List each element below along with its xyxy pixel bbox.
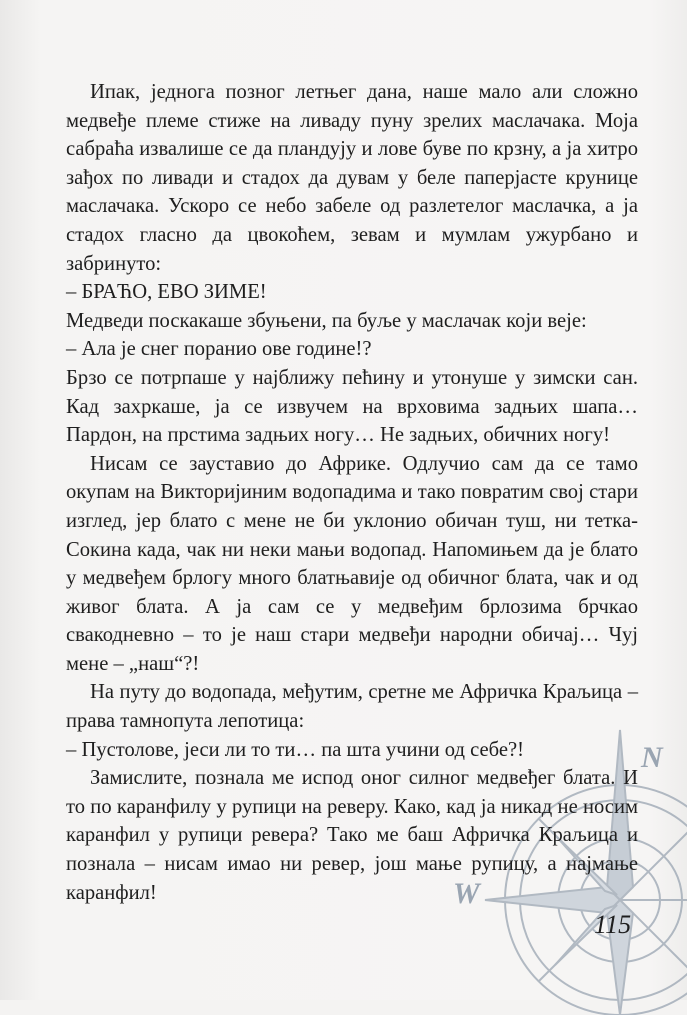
- paragraph: Медведи поскакаше збуњени, па буље у маслачак који веје:: [66, 309, 587, 332]
- paragraph: Брзо се потрпаше у најближу пећину и утонуше у зимски сан. Кад захркаше, ја се извучем на врховима задњих шапа… Пардон, на прстима задњих ногу… Не задњих, обичних ногу!: [66, 366, 638, 447]
- paragraph: Замислите, познала ме испод оног силног медвеђег блата. И то по каранфилу у рупици на реверу. Како, кад ја никад не носим каранфил у рупици ревера? Тако ме баш Афричка Краљица и познала – нисам имао ни ревер, још мање рупицу, а најмање каранфил!: [66, 767, 638, 904]
- compass-west-label: W: [453, 877, 480, 910]
- paragraph: – Ала је снег поранио ове године!?: [66, 338, 372, 361]
- paragraph: Ипак, једнога позног летњег дана, наше мало али сложно медвеђе племе стиже на ливаду пуну зрелих маслачака. Моја сабраћа извалише се да пландују и лове буве по крзну, а ја хитро зађох по ливади и стадох да дувам у беле паперјасте крунице маслачака. Ускоро се небо забеле од разлетелог маслачка, а ја стадох гласно да цвокоћем, зевам и мумлам ужурбано и забринуто:: [66, 81, 638, 275]
- page-number: 115: [594, 910, 632, 939]
- body-text: [66, 78, 638, 907]
- paragraph: – Пустолове, јеси ли то ти… па шта учини од себе?!: [66, 738, 524, 761]
- paragraph: Нисам се зауставио до Африке. Одлучио сам да се тамо окупам на Викторијиним водопадима и тако повратим свој стари изглед, јер блато с мене не би уклонио обичан туш, ни тетка-Сокина када, чак ни неки мањи водопад. Напомињем да је блато у медвеђем брлогу много блатњавије од обичног блата, чак и од живог блата. А ја сам се у медвеђим брлозима брчкао свакодневно – то је наш стари медвеђи народни обичај… Чуј мене – „наш“?!: [66, 452, 638, 675]
- paragraph: – БРАЋО, ЕВО ЗИМЕ!: [66, 281, 267, 304]
- compass-north-label: N: [641, 741, 663, 774]
- paragraph: На путу до водопада, међутим, сретне ме Афричка Краљица – права тамнопута лепотица:: [66, 681, 638, 733]
